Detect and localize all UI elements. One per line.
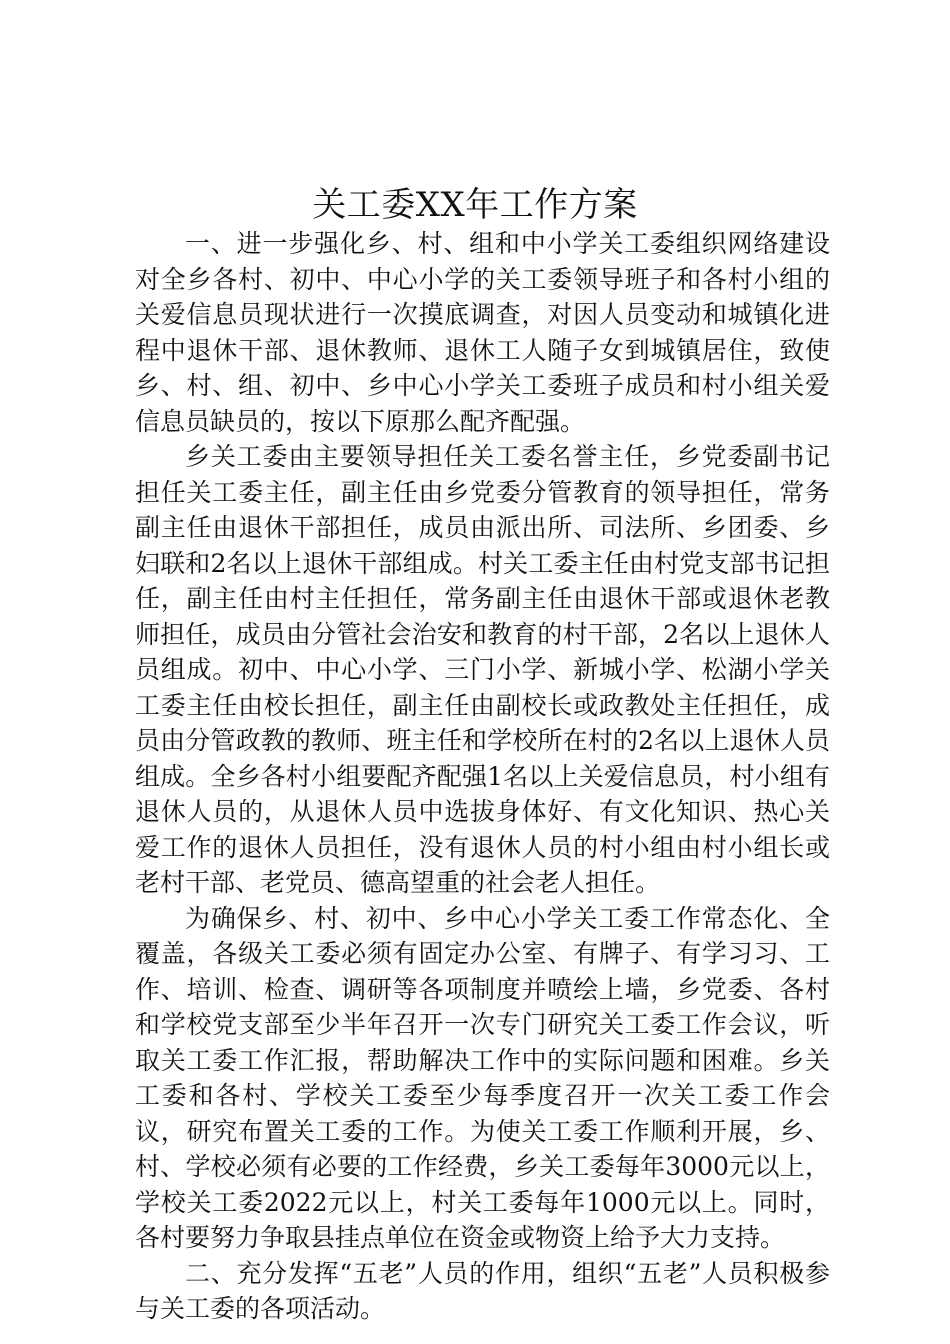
document-body [135, 226, 830, 1327]
paragraph-3: 为确保乡、村、初中、乡中心小学关工委工作常态化、全覆盖，各级关工委必须有固定办公室、有牌子、有学习习、工作、培训、检查、调研等各项制度并喷绘上墙，乡党委、各村和学校党支部至少半年召开一次专门研究关工委工作会议，听取关工委工作汇报，帮助解决工作中的实际问题和困难。乡关工委和各村、学校关工委至少每季度召开一次关工委工作会议，研究布置关工委的工作。为使关工委工作顺利开展，乡、村、学校必须有必要的工作经费，乡关工委每年3000元以上，学校关工委2022元以上，村关工委每年1000元以上。同时，各村要努力争取县挂点单位在资金或物资上给予大力支持。 [135, 903, 830, 1252]
paragraph-1: 一、进一步强化乡、村、组和中小学关工委组织网络建设对全乡各村、初中、中心小学的关工委领导班子和各村小组的关爱信息员现状进行一次摸底调查，对因人员变动和城镇化进程中退休干部、退休教师、退休工人随子女到城镇居住，致使乡、村、组、初中、乡中心小学关工委班子成员和村小组关爱信息员缺员的，按以下原那么配齐配强。 [135, 229, 830, 436]
paragraph-2: 乡关工委由主要领导担任关工委名誉主任，乡党委副书记担任关工委主任，副主任由乡党委分管教育的领导担任，常务副主任由退休干部担任，成员由派出所、司法所、乡团委、乡妇联和2名以上退休干部组成。村关工委主任由村党支部书记担任，副主任由村主任担任，常务副主任由退休干部或退休老教师担任，成员由分管社会治安和教育的村干部，2名以上退休人员组成。初中、中心小学、三门小学、新城小学、松湖小学关工委主任由校长担任，副主任由副校长或政教处主任担任，成员由分管政教的教师、班主任和学校所在村的2名以上退休人员组成。全乡各村小组要配齐配强1名以上关爱信息员，村小组有退休人员的，从退休人员中选拔身体好、有文化知识、热心关爱工作的退休人员担任，没有退休人员的村小组由村小组长或老村干部、老党员、德高望重的社会老人担任。 [135, 442, 830, 897]
paragraph-4: 二、充分发挥“五老”人员的作用，组织“五老”人员积极参与关工委的各项活动。 [135, 1258, 830, 1323]
document-title: 关工委XX年工作方案 [312, 185, 638, 225]
